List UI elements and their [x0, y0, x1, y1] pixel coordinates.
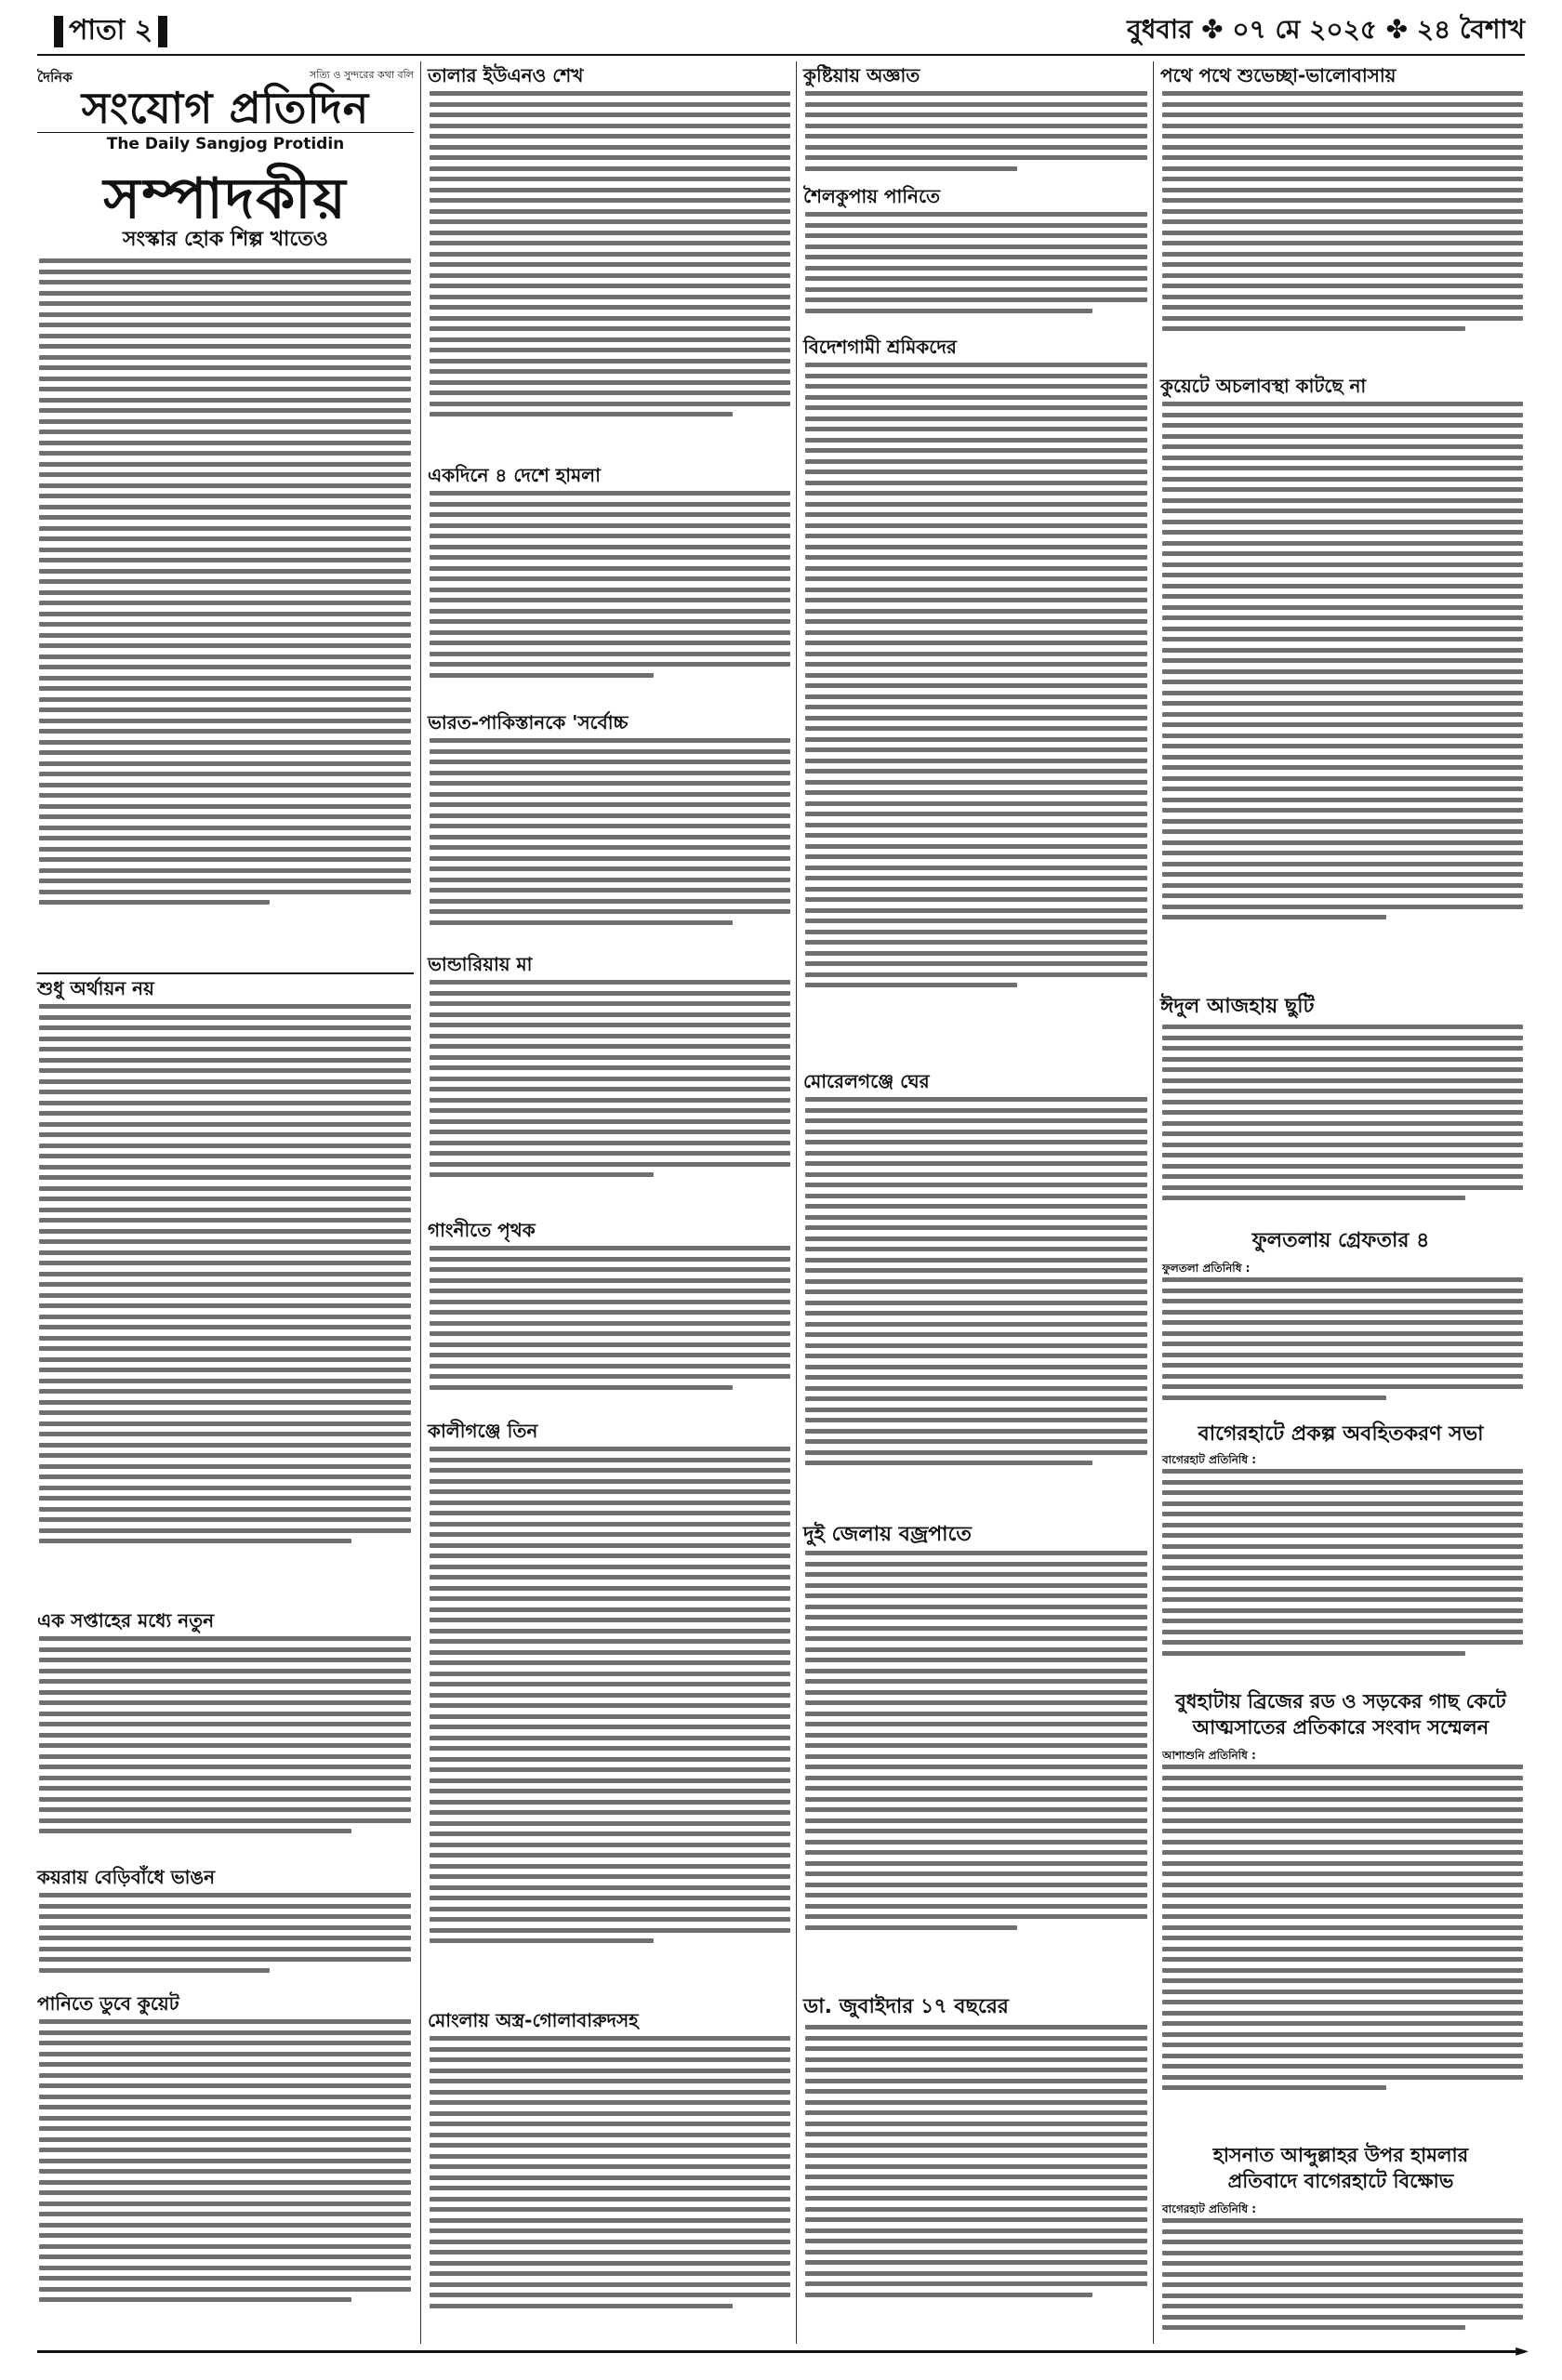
- article-heading: গাংনীতে পৃথক: [428, 1219, 536, 1241]
- article-body-text: [430, 980, 790, 1212]
- page-number-label: [48, 7, 173, 55]
- article-body-text: [805, 91, 1147, 179]
- article-body-text: [1162, 2218, 1523, 2341]
- article-heading: কয়রায় বেড়িবাঁধে ভাঙন: [37, 1866, 216, 1888]
- article-body-text: [805, 363, 1147, 1064]
- article-body-text: [430, 738, 790, 947]
- article-heading: ভান্ডারিয়ায় মা: [428, 953, 533, 975]
- article-heading: একদিনে ৪ দেশে হামলা: [428, 464, 601, 486]
- editorial-title: সংস্কার হোক শিল্প খাতেও: [123, 228, 328, 251]
- article-heading: বুধহাটায় ব্রিজের রড ও সড়কের গাছ কেটে: [1175, 1690, 1506, 1712]
- article-heading: ঈদুল আজহায় ছুটি: [1160, 995, 1315, 1018]
- article-body-text: [430, 2036, 790, 2341]
- masthead-title: সংযোগ প্রতিদিন: [81, 83, 370, 133]
- article-body-text: [1162, 91, 1523, 370]
- masthead: [37, 67, 414, 152]
- page-number-text: পাতা ২: [69, 14, 153, 46]
- editorial-body-text: [39, 258, 411, 974]
- article-heading: কুষ্টিয়ায় অজ্ঞাত: [803, 64, 920, 86]
- article-body-text: [430, 491, 790, 705]
- article-heading: শুধু অর্থায়ন নয়: [37, 977, 154, 999]
- page-header: [0, 0, 1562, 58]
- column-divider-1: [420, 61, 421, 2344]
- article-heading: মোরেলগঞ্জে ঘের: [803, 1070, 930, 1092]
- article-byline: বাগেরহাট প্রতিনিধি :: [1162, 1453, 1257, 1466]
- article-body-text: [430, 91, 790, 458]
- article-heading: শৈলকুপায় পানিতে: [803, 185, 941, 207]
- article-body-text: [39, 1893, 411, 1986]
- article-heading: দুই জেলায় বজ্রপাতে: [803, 1523, 972, 1546]
- article-body-text: [39, 2019, 411, 2340]
- article-heading: মোংলায় অস্ত্র-গোলাবারুদসহ: [428, 2009, 639, 2031]
- article-byline: ফুলতলা প্রতিনিধি :: [1162, 1262, 1251, 1275]
- column-divider-2: [796, 61, 797, 2344]
- article-heading: ভারত-পাকিস্তানকে 'সর্বোচ্চ: [428, 711, 629, 734]
- article-body-text: [805, 1097, 1147, 1515]
- article-heading: আত্মসাতের প্রতিকারে সংবাদ সম্মেলন: [1192, 1716, 1489, 1739]
- article-heading: এক সপ্তাহের মধ্যে নতুন: [37, 1609, 215, 1632]
- article-heading: পথে পথে শুভেচ্ছা-ভালোবাসায়: [1160, 64, 1397, 86]
- article-body-text: [430, 1447, 790, 2004]
- arrow-right-icon: ►: [1516, 2341, 1529, 2360]
- article-body-text: [805, 212, 1147, 328]
- article-heading: প্রতিবাদে বাগেরহাটে বিক্ষোভ: [1227, 2170, 1454, 2192]
- column-divider-3: [1153, 61, 1154, 2344]
- article-body-text: [1162, 1765, 1523, 2136]
- footer-rule: [37, 2350, 1525, 2353]
- article-byline: বাগেরহাট প্রতিনিধি :: [1162, 2202, 1257, 2215]
- article-byline: আশাশুনি প্রতিনিধি :: [1162, 1749, 1256, 1762]
- masthead-english-title: The Daily Sangjog Protidin: [37, 132, 414, 153]
- article-heading: পানিতে ডুবে কুয়েট: [37, 1992, 179, 2015]
- article-heading: ফুলতলায় গ্রেফতার ৪: [1251, 1229, 1430, 1252]
- article-heading: কালীগঞ্জে তিন: [428, 1420, 538, 1442]
- article-body-text: [1162, 1277, 1523, 1417]
- editorial-section-heading: সম্পাদকীয়: [103, 166, 348, 231]
- article-body-text: [430, 1246, 790, 1413]
- article-heading: বিদেশগামী শ্রমিকদের: [803, 336, 957, 358]
- article-body-text: [1162, 1469, 1523, 1683]
- article-heading: তালার ইউএনও শেখ: [428, 64, 584, 86]
- article-body-text: [805, 1551, 1147, 1988]
- article-body-text: [1162, 402, 1523, 987]
- article-body-text: [39, 1636, 411, 1859]
- date-line: বুধবার ✤ ০৭ মে ২০২৫ ✤ ২৪ বৈশাখ: [1127, 14, 1525, 45]
- article-body-text: [39, 1004, 411, 1604]
- editorial-box-bottom: [37, 972, 414, 974]
- article-heading: কুয়েটে অচলাবস্থা কাটছে না: [1160, 375, 1367, 397]
- article-body-text: [1162, 1025, 1523, 1224]
- article-heading: ডা. জুবাইদার ১৭ বছরের: [803, 1995, 1009, 2018]
- header-rule: [37, 54, 1525, 56]
- article-heading: হাসনাত আব্দুল্লাহর উপর হামলার: [1212, 2144, 1469, 2166]
- masthead-tagline: সত্যি ও সুন্দরের কথা বলি: [309, 69, 414, 81]
- article-body-text: [805, 2025, 1147, 2341]
- masthead-prefix: দৈনিক: [37, 69, 73, 86]
- article-heading: বাগেরহাটে প্রকল্প অবহিতকরণ সভা: [1198, 1422, 1484, 1446]
